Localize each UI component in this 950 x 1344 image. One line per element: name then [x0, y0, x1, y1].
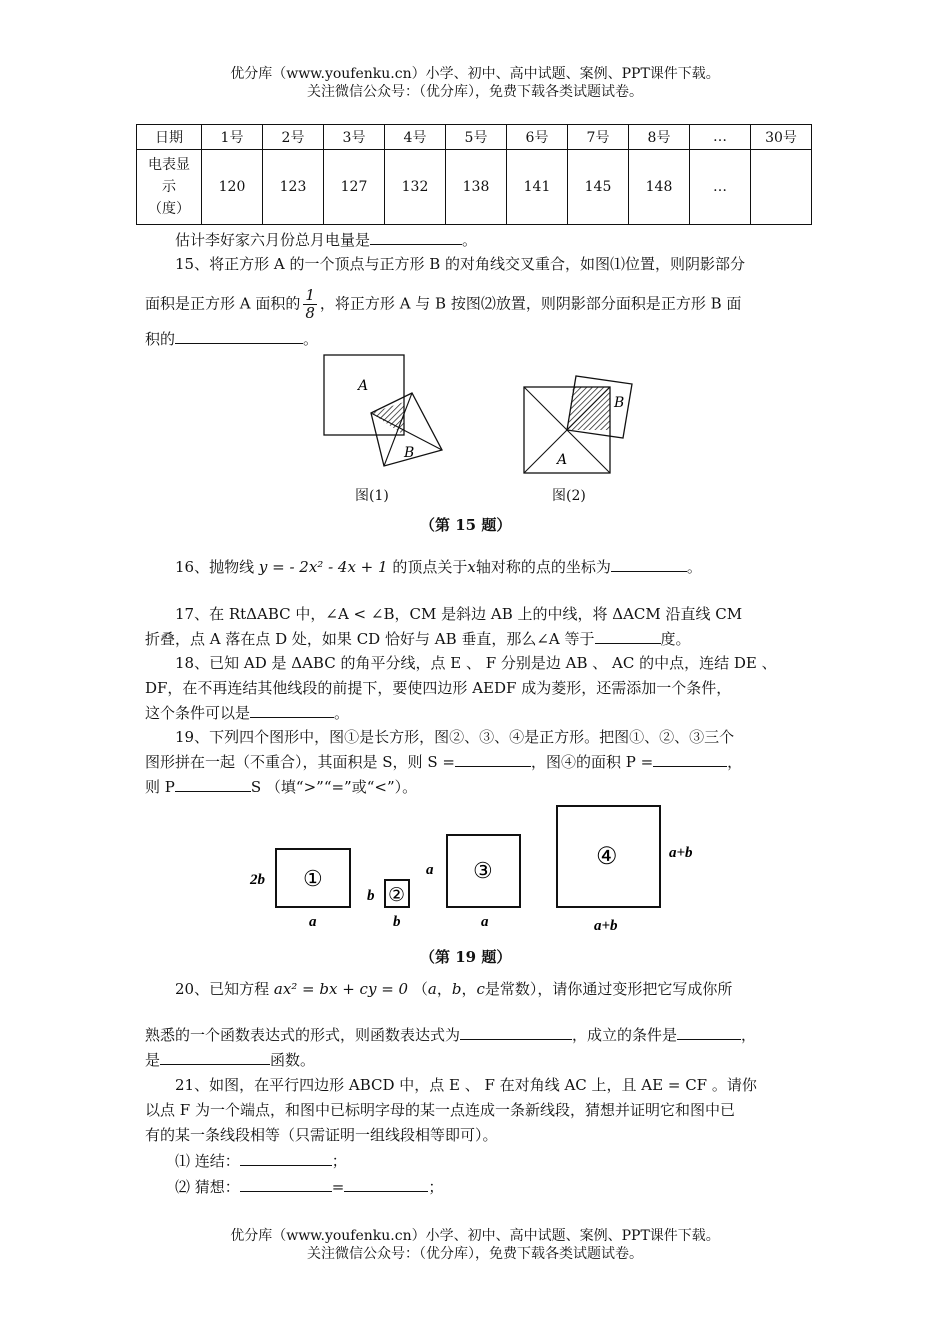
table-cell: 132 — [385, 150, 446, 225]
q19-line2b: ，图④的面积 P = — [530, 753, 654, 771]
table-cell: 3号 — [324, 125, 385, 150]
q20-sep: ， — [461, 980, 477, 998]
q14-label: 估计李好家六月份总月电量是 — [175, 231, 371, 249]
q18-line3: 这个条件可以是 。 — [145, 704, 350, 722]
q18-line1: 18、已知 AD 是 ΔABC 的角平分线，点 E 、 F 分别是边 AB 、 AC 的中点，连结 DE 、 — [175, 654, 777, 672]
q19-line2a: 图形拼在一起（不重合），其面积是 S，则 S = — [145, 753, 455, 771]
q20-var-a: a — [427, 980, 437, 998]
q15-fraction — [303, 287, 317, 322]
q21-line2: 以点 F 为一个端点，和图中已标明字母的某一点连成一条新线段，猜想并证明它和图中已 — [145, 1101, 735, 1119]
q17-line2 — [145, 628, 815, 650]
table-cell: 30号 — [751, 125, 812, 150]
q20-line3 — [145, 1049, 815, 1071]
table-row — [137, 150, 812, 225]
q20-a: 20、已知方程 — [175, 980, 270, 998]
q20-sep: ， — [436, 980, 452, 998]
answer-blank — [611, 557, 687, 572]
q17-line1: 17、在 RtΔABC 中，∠A < ∠B，CM 是斜边 AB 上的中线，将 ΔACM 沿直线 CM — [175, 605, 743, 623]
answer-blank — [370, 230, 462, 245]
answer-blank — [460, 1025, 572, 1040]
q19-figures — [245, 800, 715, 940]
table-cell: 8号 — [629, 125, 690, 150]
table-cell: 138 — [446, 150, 507, 225]
side-label: a — [309, 914, 317, 930]
q20-line3b: 函数。 — [270, 1051, 316, 1069]
q15-line1: 15、将正方形 A 的一个顶点与正方形 B 的对角线交叉重合，如图⑴位置，则阴影部分 — [175, 255, 746, 273]
answer-blank — [595, 629, 661, 644]
q15-line2 — [145, 287, 815, 322]
q15-figures — [318, 350, 648, 485]
q19-line1: 19、下列四个图形中，图①是长方形，图②、③、④是正方形。把图①、②、③三个 — [175, 728, 735, 746]
q17-line2a: 折叠，点 A 落在点 D 处，如果 CD 恰好与 AB 垂直，那么∠A 等于 — [145, 630, 595, 648]
table-cell: 4号 — [385, 125, 446, 150]
q21-part2: ⑵ 猜想： = ； — [175, 1178, 444, 1196]
q20-formula: ax² = bx + cy = 0 — [273, 980, 409, 998]
label-a: A — [557, 452, 568, 468]
table-cell: … — [690, 150, 751, 225]
table-header-date: 日期 — [137, 125, 202, 150]
q20-line2: 熟悉的一个函数表达式的形式，则函数表达式为 ，成立的条件是 ， — [145, 1026, 757, 1044]
shape-4-label: ④ — [596, 844, 618, 870]
answer-blank — [240, 1177, 332, 1192]
q16-x: x — [467, 558, 476, 576]
q21-eq: = — [331, 1178, 345, 1196]
q19-line3b: S （填“>”“=”或“<”）。 — [250, 778, 418, 796]
fig1-caption: 图(1) — [355, 488, 389, 504]
q20-c: 是常数），请你通过变形把它写成你所 — [484, 980, 733, 998]
q21-part1-label: ⑴ 连结： — [175, 1152, 240, 1170]
table-cell: 1号 — [202, 125, 263, 150]
table-cell: 123 — [263, 150, 324, 225]
side-label: b — [393, 914, 401, 930]
q18-line2: DF，在不再连结其他线段的前提下，要使四边形 AEDF 成为菱形，还需添加一个条件， — [145, 679, 732, 697]
shape-1-label: ① — [303, 866, 323, 891]
q20-var-b: b — [451, 980, 462, 998]
shape-2-label: ② — [388, 885, 406, 906]
table-cell — [751, 150, 812, 225]
q15-caption: （第 15 题） — [420, 516, 512, 534]
q21-line3: 有的某一条线段相等（只需证明一组线段相等即可）。 — [145, 1126, 498, 1144]
q17-line2b: 度。 — [660, 630, 691, 648]
q16-c: 轴对称的点的坐标为 — [475, 558, 611, 576]
q20-line1 — [175, 978, 845, 1000]
fig2-caption: 图(2) — [552, 488, 586, 504]
page-header-line1: 优分库（www.youfenku.cn）小学、初中、高中试题、案例、PPT课件下载。 — [230, 66, 720, 82]
side-label: 2b — [250, 872, 265, 888]
page-header-line2: 关注微信公众号：（优分库），免费下载各类试题试卷。 — [307, 84, 643, 100]
table-cell: 148 — [629, 150, 690, 225]
answer-blank — [175, 329, 303, 344]
q19-line3a: 则 P — [145, 778, 175, 796]
page-footer-line2: 关注微信公众号：（优分库），免费下载各类试题试卷。 — [307, 1246, 643, 1262]
q15-line3: 积的 。 — [145, 330, 319, 348]
q21-part1: ⑴ 连结： ； — [175, 1152, 347, 1170]
label-b: B — [614, 395, 625, 411]
q19-caption: （第 19 题） — [420, 948, 512, 966]
q18-line3-label: 这个条件可以是 — [145, 704, 251, 722]
q19-line3 — [145, 776, 815, 798]
answer-blank — [653, 752, 727, 767]
q20-line3a: 是 — [145, 1051, 161, 1069]
answer-blank — [677, 1025, 741, 1040]
q16-text: 16、抛物线 y = - 2x² - 4x + 1 的顶点关于x轴对称的点的坐标为 。 — [175, 558, 702, 576]
q15-line3-label: 积的 — [145, 330, 176, 348]
q21-line1: 21、如图，在平行四边形 ABCD 中，点 E 、 F 在对角线 AC 上，且 AE = CF 。请你 — [175, 1076, 757, 1094]
q14-text: 估计李好家六月份总月电量是 。 — [175, 231, 478, 249]
shape-3-label: ③ — [473, 858, 493, 883]
q20-var-c: c — [476, 980, 485, 998]
q20-b: （ — [412, 980, 428, 998]
page-footer-line1: 优分库（www.youfenku.cn）小学、初中、高中试题、案例、PPT课件下载。 — [230, 1228, 720, 1244]
table-cell: 6号 — [507, 125, 568, 150]
q15-line2b: ，将正方形 A 与 B 按图⑵放置，则阴影部分面积是正方形 B 面 — [319, 294, 742, 313]
side-label: a — [481, 914, 489, 930]
q20-line2a: 熟悉的一个函数表达式的形式，则函数表达式为 — [145, 1026, 461, 1044]
q16-a: 16、抛物线 — [175, 558, 255, 576]
label-b: B — [404, 445, 415, 461]
figure-2 — [524, 376, 632, 473]
q20-line2b: ，成立的条件是 — [572, 1026, 678, 1044]
reading-header-c: （度） — [148, 201, 190, 217]
table-cell: 145 — [568, 150, 629, 225]
q21-part2-label: ⑵ 猜想： — [175, 1178, 240, 1196]
q16-b: 的顶点关于 — [392, 558, 468, 576]
table-cell: … — [690, 125, 751, 150]
reading-header-b: 示 — [162, 179, 176, 195]
side-label: a — [426, 862, 434, 878]
table-cell: 2号 — [263, 125, 324, 150]
answer-blank — [175, 777, 251, 792]
answer-blank — [455, 752, 531, 767]
table-header-reading — [137, 150, 202, 225]
table-cell: 7号 — [568, 125, 629, 150]
side-label: a+b — [594, 918, 618, 934]
table-cell: 127 — [324, 150, 385, 225]
reading-header-a: 电表显 — [148, 157, 190, 173]
answer-blank — [344, 1177, 428, 1192]
answer-blank — [160, 1050, 270, 1065]
shaded-region — [371, 402, 404, 435]
table-row — [137, 125, 812, 150]
electricity-table — [136, 124, 812, 225]
q16-formula: y = - 2x² - 4x + 1 — [258, 558, 388, 576]
q15-line2a: 面积是正方形 A 面积的 — [145, 294, 301, 313]
figure-1 — [324, 355, 442, 466]
table-cell: 141 — [507, 150, 568, 225]
q19-line2: 图形拼在一起（不重合），其面积是 S，则 S = ，图④的面积 P = ， — [145, 753, 743, 771]
answer-blank — [240, 1151, 332, 1166]
side-label: b — [367, 888, 375, 904]
side-label: a+b — [669, 845, 693, 861]
fraction-denominator: 8 — [305, 304, 315, 322]
answer-blank — [250, 703, 334, 718]
fraction-numerator: 1 — [305, 286, 315, 304]
table-cell: 5号 — [446, 125, 507, 150]
label-a: A — [358, 378, 369, 394]
table-cell: 120 — [202, 150, 263, 225]
